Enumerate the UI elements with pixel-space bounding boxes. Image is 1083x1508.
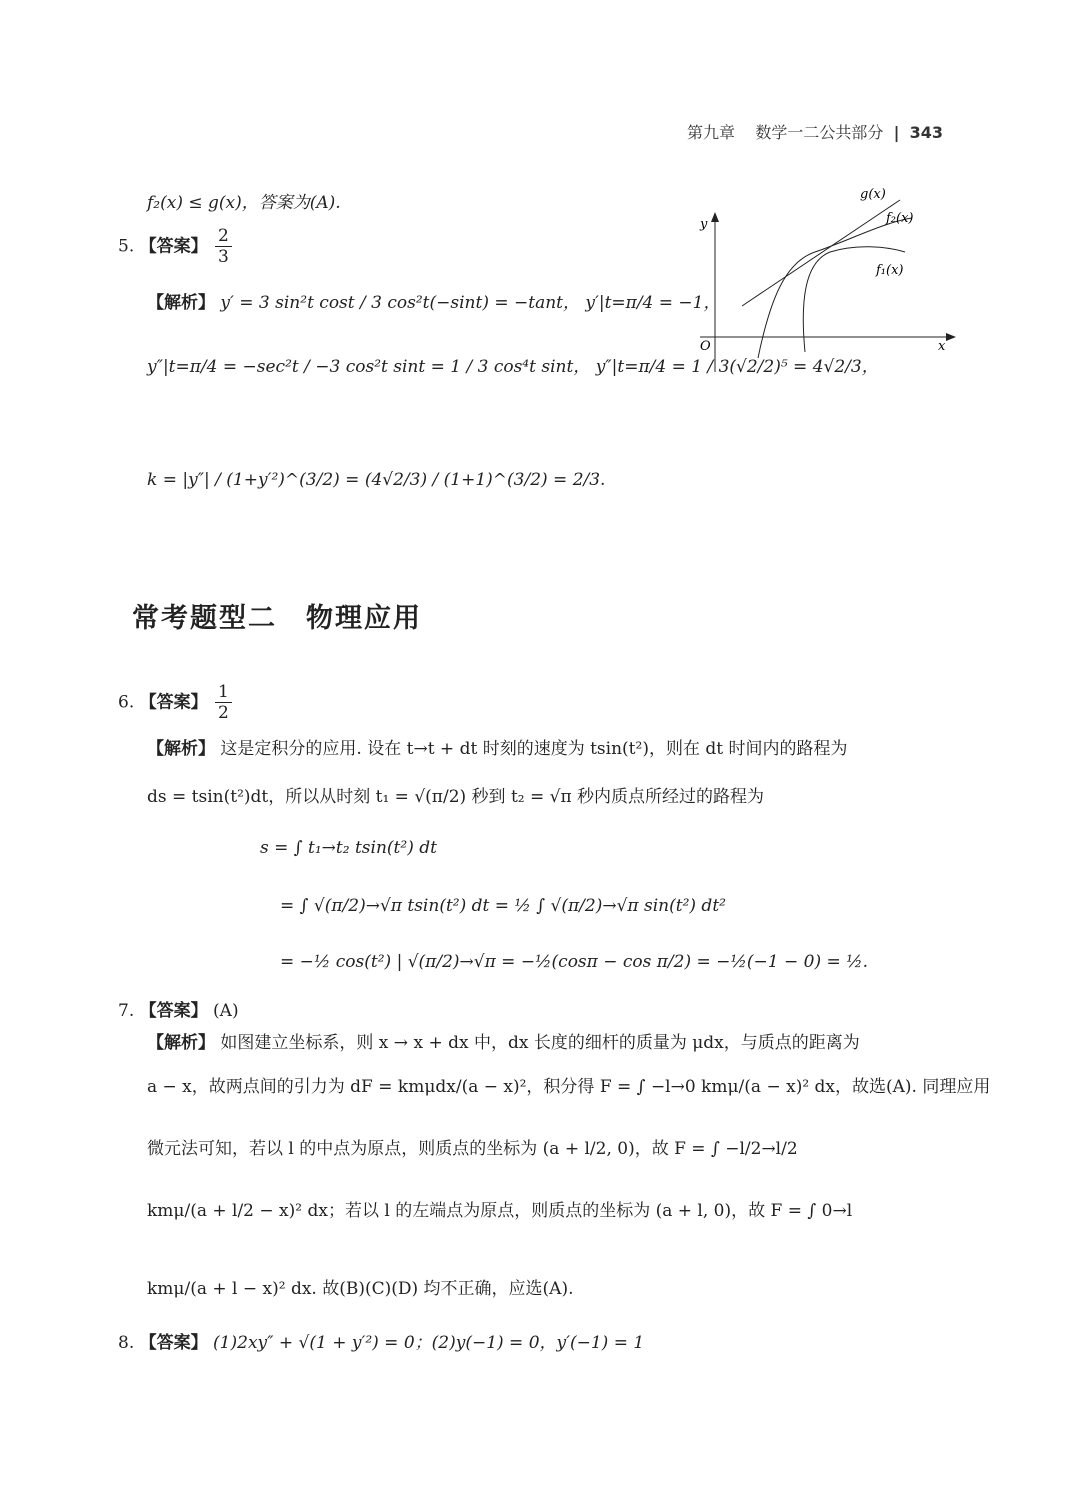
q5-intro: f₂(x) ≤ g(x)，答案为(A). <box>147 193 341 213</box>
q5-analysis-line1 <box>147 288 721 313</box>
q6-eq1: s = ∫ t₁→t₂ tsin(t²) dt <box>260 838 437 858</box>
x-axis-label: x <box>938 339 946 354</box>
q6-answer-numerator: 1 <box>215 682 232 703</box>
q5-eq3: k = |y″| / (1+y′²)^(3/2) = (4√2/3) / (1+1)^(3/2) = 2/3. <box>147 470 606 490</box>
q7-answer <box>118 996 239 1021</box>
q7-text3: 微元法可知，若以 l 的中点为原点，则质点的坐标为 (a + l/2, 0)，故 F = ∫ −l/2→l/2 <box>147 1139 798 1159</box>
q7-answer-label: 【答案】 <box>139 1001 208 1021</box>
q7-text5: kmμ/(a + l − x)² dx. 故(B)(C)(D) 均不正确，应选(A). <box>147 1279 574 1299</box>
q5-number: 5. <box>118 236 135 257</box>
q5-eq1: y′ = 3 sin²t cost / 3 cos²t(−sint) = −tant， y′|t=π/4 = −1， <box>220 293 721 313</box>
q6-answer <box>118 682 234 724</box>
q7-analysis-label: 【解析】 <box>147 1033 215 1053</box>
q6-text2: ds = tsin(t²)dt，所以从时刻 t₁ = √(π/2) 秒到 t₂ = √π 秒内质点所经过的路程为 <box>147 787 765 807</box>
q5-answer-fraction <box>215 226 232 268</box>
function-graph <box>690 180 960 380</box>
q5-analysis-label: 【解析】 <box>147 293 215 313</box>
q7-text2: a − x，故两点间的引力为 dF = kmμdx/(a − x)²，积分得 F = ∫ −l→0 kmμ/(a − x)² dx，故选(A). 同理应用 <box>147 1077 991 1097</box>
q6-answer-label: 【答案】 <box>139 692 208 713</box>
q8-answer-value: (1)2xy″ + √(1 + y′²) = 0；(2)y(−1) = 0，y′(−1) = 1 <box>213 1333 645 1353</box>
q6-eq2: = ∫ √(π/2)→√π tsin(t²) dt = ½ ∫ √(π/2)→√π sin(t²) dt² <box>280 896 726 916</box>
y-axis-label: y <box>700 217 708 232</box>
q5-eq2: y″|t=π/4 = −sec²t / −3 cos²t sint = 1 / 3 cos⁴t sint， y″|t=π/4 = 1 / 3(√2/2)⁵ = 4√2/3， <box>147 357 879 377</box>
chapter-title: 数学一二公共部分 <box>755 123 884 142</box>
q7-number: 7. <box>118 1001 135 1021</box>
chapter-label: 第九章 <box>687 123 736 142</box>
page-header <box>687 120 943 143</box>
f1-label: f₁(x) <box>876 263 904 278</box>
q8-number: 8. <box>118 1333 135 1353</box>
header-separator: | <box>893 123 900 142</box>
g-label: g(x) <box>860 187 886 202</box>
q7-answer-value: (A) <box>213 1001 239 1021</box>
q5-answer <box>118 226 234 268</box>
q5-answer-numerator: 2 <box>215 226 232 247</box>
q6-answer-fraction <box>215 682 232 724</box>
q8-answer <box>118 1328 644 1353</box>
q7-text4: kmμ/(a + l/2 − x)² dx；若以 l 的左端点为原点，则质点的坐标为 (a + l, 0)，故 F = ∫ 0→l <box>147 1201 853 1221</box>
f2-label: f₂(x) <box>886 211 914 226</box>
q5-answer-label: 【答案】 <box>139 236 208 257</box>
q7-text1: 如图建立坐标系，则 x → x + dx 中，dx 长度的细杆的质量为 μdx，与质点的距离为 <box>220 1033 860 1053</box>
page-number: 343 <box>909 123 943 142</box>
q6-answer-denominator: 2 <box>218 703 229 724</box>
q7-analysis-line1 <box>147 1028 860 1053</box>
section-title: 常考题型二 物理应用 <box>132 603 422 634</box>
q8-answer-label: 【答案】 <box>139 1333 208 1353</box>
origin-label: O <box>700 339 711 354</box>
q6-eq3: = −½ cos(t²) | √(π/2)→√π = −½(cosπ − cos π/2) = −½(−1 − 0) = ½. <box>280 952 869 972</box>
q5-answer-denominator: 3 <box>218 247 229 268</box>
q6-text1: 这是定积分的应用. 设在 t→t + dt 时刻的速度为 tsin(t²)，则在 dt 时间内的路程为 <box>220 739 848 759</box>
q6-analysis-line1 <box>147 734 847 759</box>
q6-analysis-label: 【解析】 <box>147 739 215 759</box>
q6-number: 6. <box>118 692 135 713</box>
